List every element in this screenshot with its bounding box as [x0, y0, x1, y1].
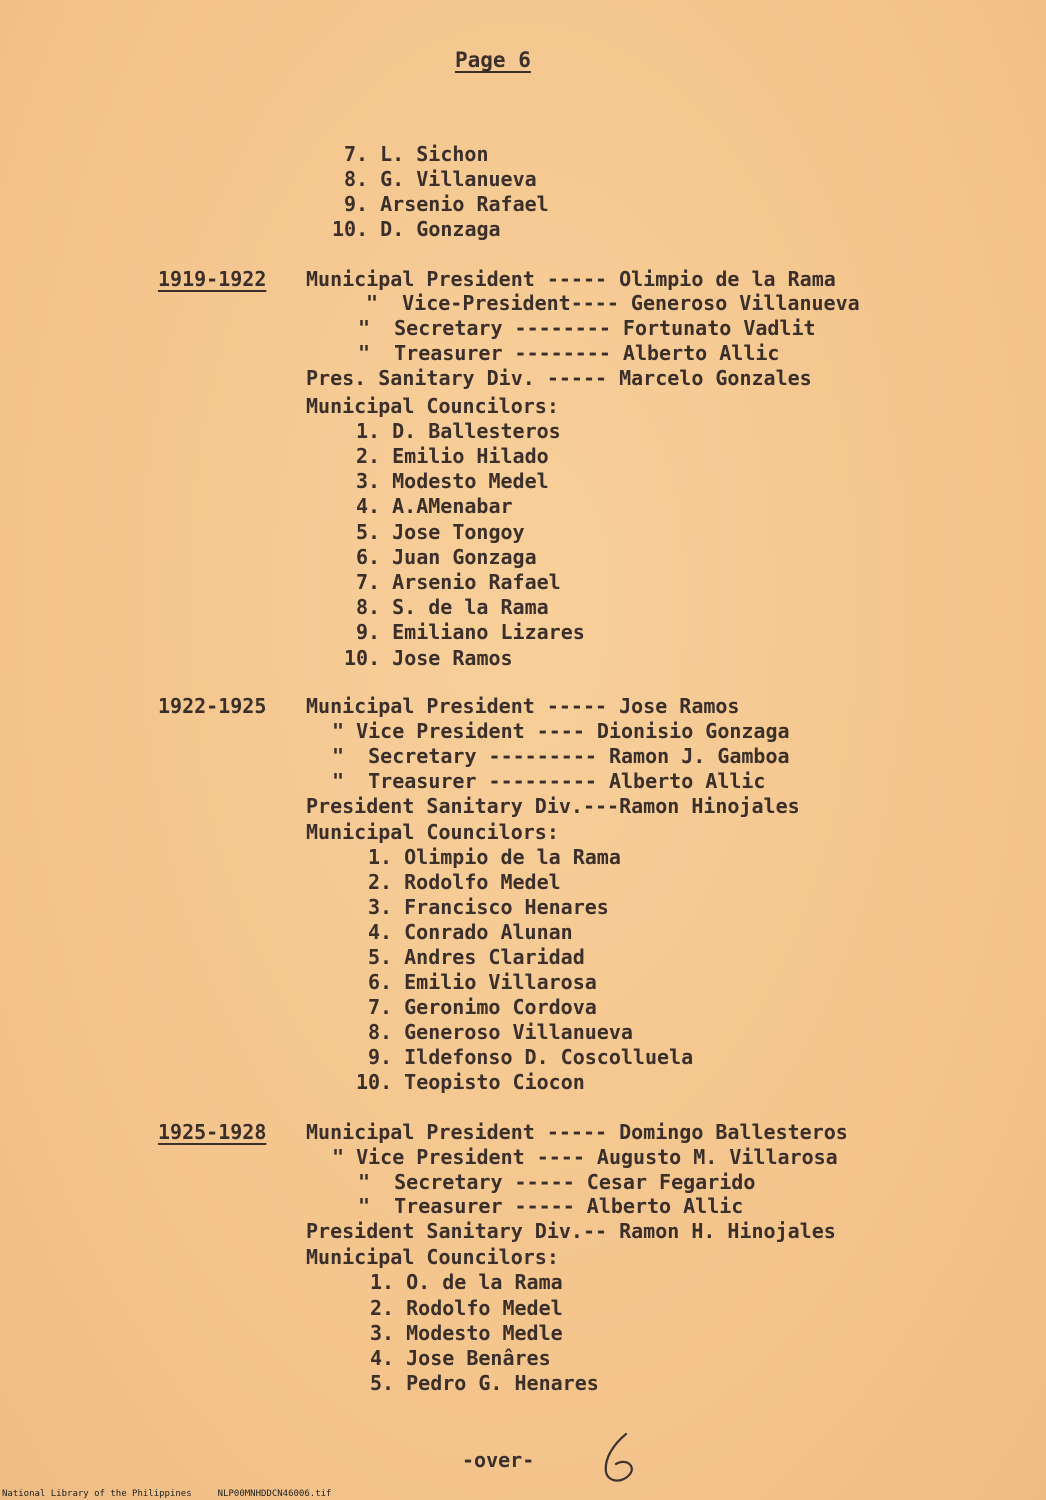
office-line: Municipal President ----- Domingo Ballesteros	[306, 1120, 848, 1144]
list-item: 8. G. Villanueva	[344, 167, 537, 191]
list-item: 4. Jose Benâres	[370, 1346, 551, 1370]
term-years: 1922-1925	[158, 694, 267, 718]
term-years: 1919-1922	[158, 267, 267, 291]
list-item: 7. Arsenio Rafael	[356, 570, 561, 594]
list-item: 9. Arsenio Rafael	[344, 192, 549, 216]
list-item: 5. Jose Tongoy	[356, 520, 525, 544]
list-item: 7. L. Sichon	[344, 142, 489, 166]
list-item: 1. O. de la Rama	[370, 1270, 563, 1294]
office-line: " Vice President ---- Dionisio Gonzaga	[332, 719, 790, 743]
footer-library: National Library of the Philippines	[2, 1489, 192, 1499]
list-item: 4. Conrado Alunan	[368, 920, 573, 944]
office-line: " Secretary ----- Cesar Fegarido	[358, 1170, 756, 1194]
list-item: 2. Rodolfo Medel	[370, 1296, 563, 1320]
list-item: 3. Modesto Medel	[356, 469, 549, 493]
office-line: " Treasurer -------- Alberto Allic	[358, 341, 780, 365]
list-item: 2. Rodolfo Medel	[368, 870, 561, 894]
office-line: " Secretary -------- Fortunato Vadlit	[358, 316, 816, 340]
office-line: " Treasurer ----- Alberto Allic	[358, 1194, 744, 1218]
office-line: " Vice-President---- Generoso Villanueva	[366, 291, 860, 315]
list-item: 10. Teopisto Ciocon	[356, 1070, 585, 1094]
page-title: Page 6	[455, 48, 531, 72]
list-item: 3. Modesto Medle	[370, 1321, 563, 1345]
list-item: 3. Francisco Henares	[368, 895, 609, 919]
list-item: 1. D. Ballesteros	[356, 419, 561, 443]
list-item: 4. A.AMenabar	[356, 494, 513, 518]
list-item: 10. Jose Ramos	[344, 646, 513, 670]
list-item: 6. Emilio Villarosa	[368, 970, 597, 994]
office-line: Pres. Sanitary Div. ----- Marcelo Gonzales	[306, 366, 812, 390]
office-line: " Treasurer --------- Alberto Allic	[332, 769, 766, 793]
office-line: President Sanitary Div.---Ramon Hinojales	[306, 794, 800, 818]
list-item: 8. Generoso Villanueva	[368, 1020, 633, 1044]
list-item: 6. Juan Gonzaga	[356, 545, 537, 569]
list-item: 9. Ildefonso D. Coscolluela	[368, 1045, 694, 1069]
office-line: President Sanitary Div.-- Ramon H. Hinojales	[306, 1219, 836, 1243]
office-line: " Secretary --------- Ramon J. Gamboa	[332, 744, 790, 768]
list-item: 10. D. Gonzaga	[332, 217, 501, 241]
office-line: " Vice President ---- Augusto M. Villarosa	[332, 1145, 838, 1169]
footer-file-id: NLP00MNHDDCN46006.tif	[217, 1489, 332, 1499]
scan-footer	[2, 1489, 357, 1499]
list-item: 2. Emilio Hilado	[356, 444, 549, 468]
list-item: 9. Emiliano Lizares	[356, 620, 585, 644]
list-item: 7. Geronimo Cordova	[368, 995, 597, 1019]
councilors-label: Municipal Councilors:	[306, 394, 559, 418]
list-item: 8. S. de la Rama	[356, 595, 549, 619]
handwritten-page-number	[596, 1430, 646, 1486]
office-line: Municipal President ----- Olimpio de la Rama	[306, 267, 836, 291]
list-item: 5. Andres Claridad	[368, 945, 585, 969]
list-item: 1. Olimpio de la Rama	[368, 845, 621, 869]
term-years: 1925-1928	[158, 1120, 267, 1144]
councilors-label: Municipal Councilors:	[306, 820, 559, 844]
over-marker: -over-	[462, 1448, 535, 1472]
office-line: Municipal President ----- Jose Ramos	[306, 694, 740, 718]
councilors-label: Municipal Councilors:	[306, 1245, 559, 1269]
list-item: 5. Pedro G. Henares	[370, 1371, 599, 1395]
